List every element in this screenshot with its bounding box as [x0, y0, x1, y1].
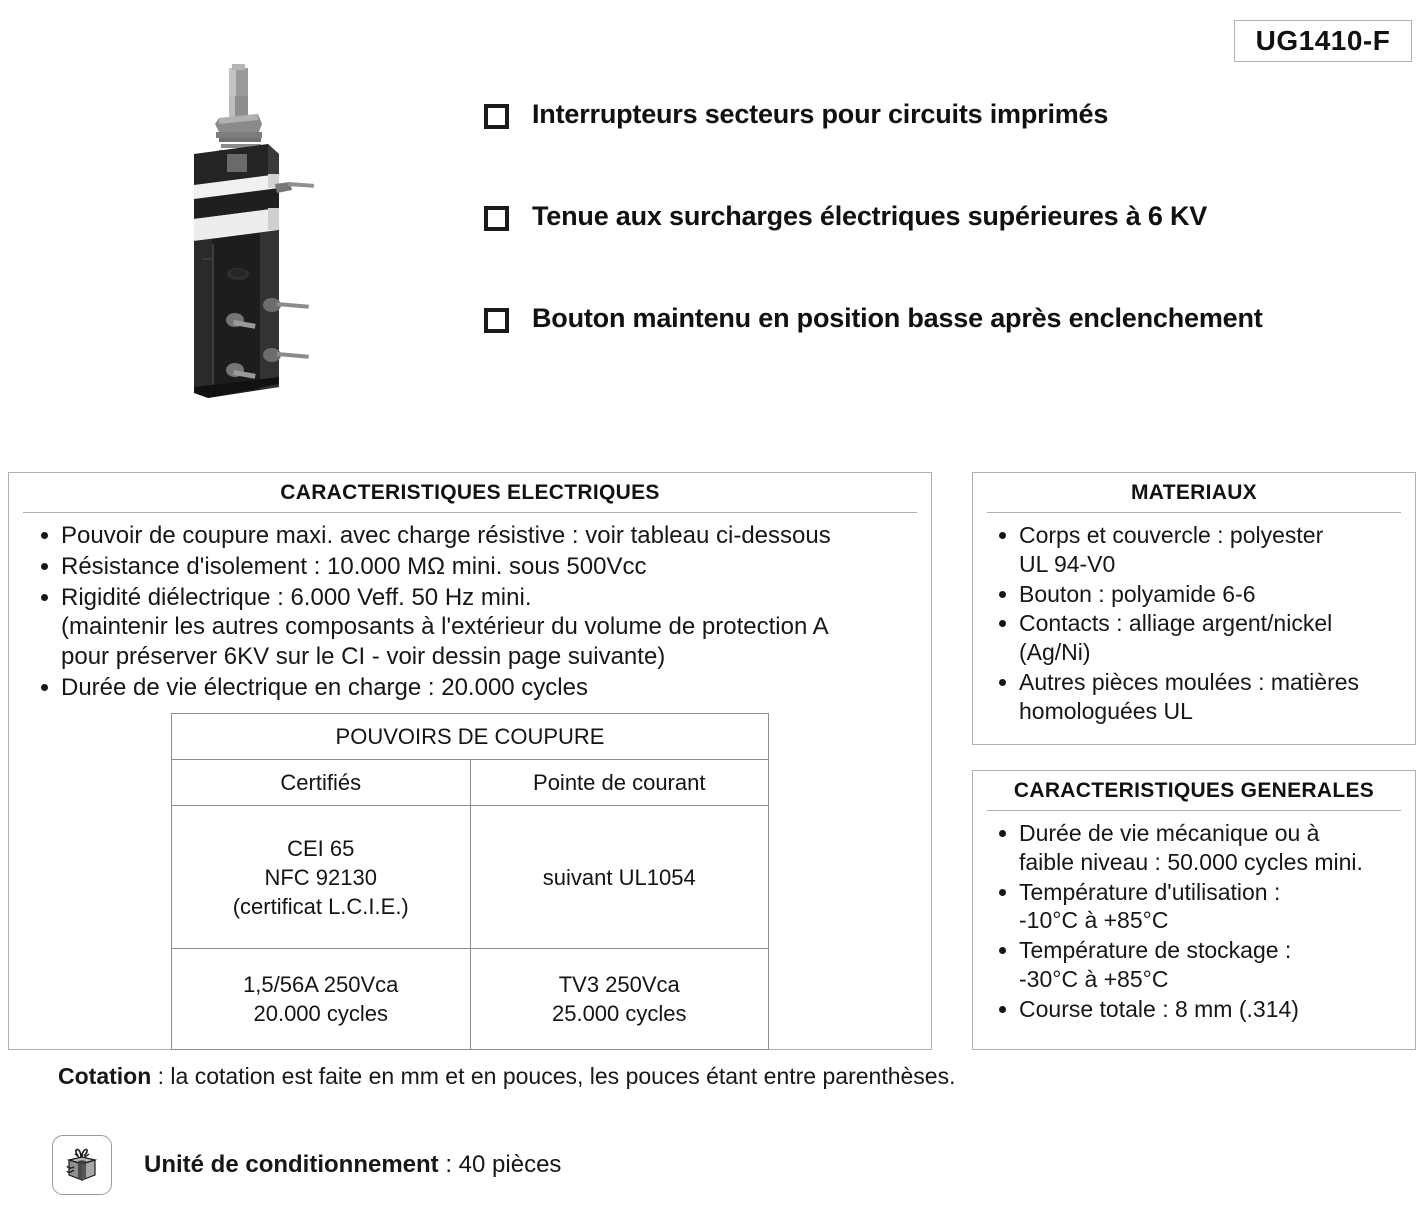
packaging-label: Unité de conditionnement: [144, 1151, 439, 1178]
gift-box-glyph: [62, 1145, 102, 1185]
panel-title: CARACTERISTIQUES GENERALES: [1013, 779, 1375, 802]
list-item: Course totale : 8 mm (.314): [999, 995, 1405, 1024]
table-row: [172, 949, 769, 1050]
feature-item: [484, 100, 1344, 130]
packaging-text: [144, 1151, 561, 1179]
materials-panel: [972, 472, 1416, 745]
cotation-label: Cotation: [58, 1063, 152, 1089]
packaging-value: : 40 pièces: [438, 1151, 562, 1178]
packaging-note: [52, 1135, 561, 1195]
list-item: Température d'utilisation : -10°C à +85°C: [999, 878, 1405, 936]
table-title-cell: POUVOIRS DE COUPURE: [172, 714, 769, 760]
general-spec-list: [973, 819, 1415, 1023]
breaking-capacity-table: [171, 713, 769, 1050]
feature-label: Interrupteurs secteurs pour circuits imprimés: [532, 99, 1109, 129]
table-cell: 1,5/56A 250Vca 20.000 cycles: [172, 949, 471, 1050]
feature-list: [484, 100, 1344, 334]
table-row: [172, 714, 769, 760]
feature-label: Tenue aux surcharges électriques supérieures à 6 KV: [532, 201, 1208, 231]
part-number-box: [1234, 20, 1412, 62]
list-item: Bouton : polyamide 6-6: [999, 580, 1405, 609]
list-item: Corps et couvercle : polyester UL 94-V0: [999, 521, 1405, 579]
table-cell: CEI 65 NFC 92130 (certificat L.C.I.E.): [172, 806, 471, 949]
electrical-spec-list: [9, 521, 931, 703]
list-item: Contacts : alliage argent/nickel (Ag/Ni): [999, 609, 1405, 667]
table-column-header: Certifiés: [172, 760, 471, 806]
feature-item: [484, 304, 1344, 334]
cotation-note: [58, 1063, 955, 1090]
title-divider: [987, 810, 1401, 811]
panel-title: MATERIAUX: [1131, 481, 1257, 504]
part-number-label: UG1410-F: [1255, 25, 1391, 56]
title-divider: [23, 512, 917, 513]
general-characteristics-panel: [972, 770, 1416, 1050]
gift-box-icon: [52, 1135, 112, 1195]
list-item: Durée de vie mécanique ou à faible niveau : 50.000 cycles mini.: [999, 819, 1405, 877]
list-item: Résistance d'isolement : 10.000 MΩ mini. sous 500Vcc: [41, 552, 921, 582]
checkbox-icon: [484, 206, 510, 232]
feature-item: [484, 202, 1344, 232]
materials-spec-list: [973, 521, 1415, 725]
electrical-characteristics-panel: [8, 472, 932, 1050]
list-item: Autres pièces moulées : matières homologuées UL: [999, 668, 1405, 726]
checkbox-icon: [484, 104, 510, 130]
table-cell: TV3 250Vca 25.000 cycles: [470, 949, 769, 1050]
title-divider: [987, 512, 1401, 513]
table-cell: suivant UL1054: [470, 806, 769, 949]
switch-photo-icon: [172, 62, 320, 407]
table-row: [172, 760, 769, 806]
list-item: Durée de vie électrique en charge : 20.000 cycles: [41, 673, 921, 703]
list-item: Rigidité diélectrique : 6.000 Veff. 50 Hz mini. (maintenir les autres composants à l'extérieur du volume de protection A pour préserver 6KV sur le CI - voir dessin page suivante): [41, 583, 921, 672]
feature-label: Bouton maintenu en position basse après enclenchement: [532, 303, 1263, 333]
product-photo: [172, 62, 320, 407]
table-row: [172, 806, 769, 949]
checkbox-icon: [484, 308, 510, 334]
panel-title: CARACTERISTIQUES ELECTRIQUES: [280, 481, 660, 504]
list-item: Température de stockage : -30°C à +85°C: [999, 936, 1405, 994]
cotation-text: : la cotation est faite en mm et en pouces, les pouces étant entre parenthèses.: [151, 1063, 956, 1089]
list-item: Pouvoir de coupure maxi. avec charge résistive : voir tableau ci-dessous: [41, 521, 921, 551]
table-column-header: Pointe de courant: [470, 760, 769, 806]
